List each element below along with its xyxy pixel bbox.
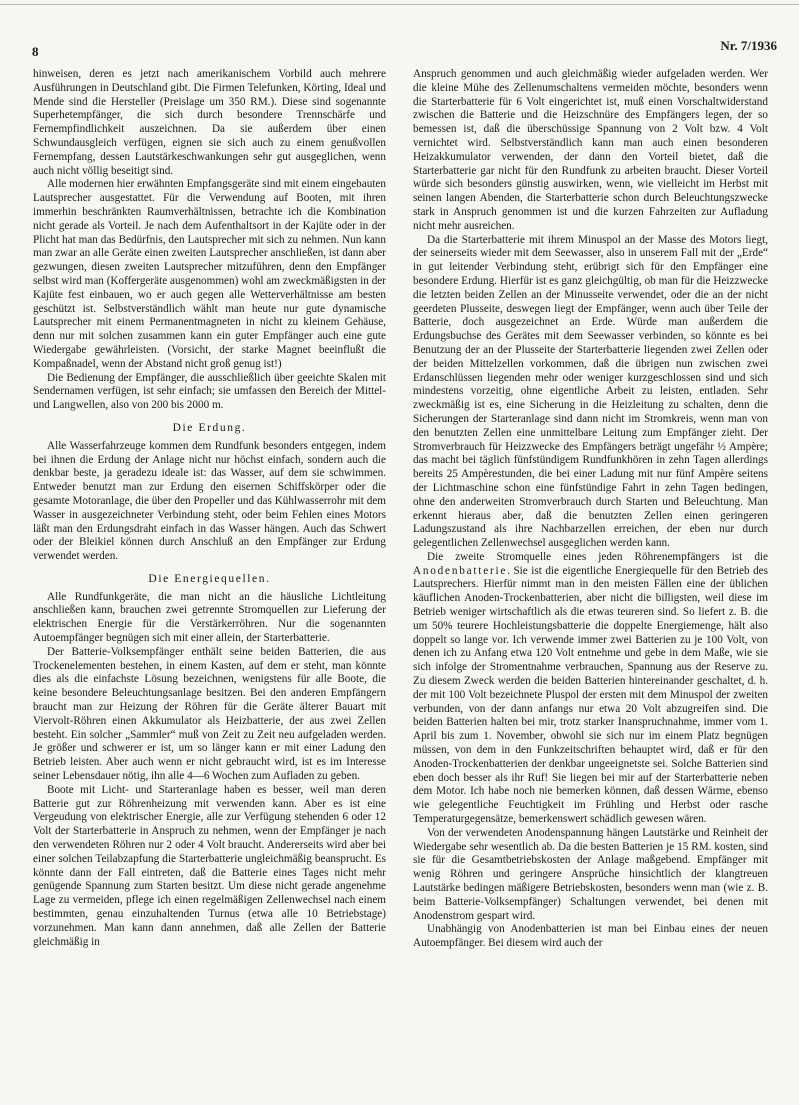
paragraph: hinweisen, deren es jetzt nach amerikanischem Vorbild auch mehrere Ausführungen in Deutschland gibt. Die Firmen Telefunken, Körting, Ideal und Mende sind die Hersteller (Preislage um 350 RM.). Diese sind sogenannte Superhetempfänger, die sich durch besondere Trennschärfe und Fernempfindlichkeit auszeichnen. Da sie außerdem über einen Schwundausgleich verfügen, eignen sie sich auch zu einem genußvollen Fernempfang, dessen Lautstärkeschwankungen sehr gut ausgeglichen, wenn auch nicht völlig beseitigt sind.: [33, 68, 386, 177]
paragraph-anodenbatterie: [413, 551, 768, 827]
left-column: [33, 68, 386, 949]
paragraph: Alle Rundfunkgeräte, die man nicht an die häusliche Lichtleitung anschließen kann, brauchen zwei getrennte Stromquellen zur Lieferung der elektrischen Energie für die Verstärkerröhren. Nur die sogenannten Autoempfänger begnügen sich mit einer allein, der Starterbatterie.: [33, 590, 386, 645]
paragraph: Unabhängig von Anodenbatterien ist man bei Einbau eines der neuen Autoempfänger. Bei diesem wird auch der: [413, 923, 768, 950]
top-rule: [0, 4, 799, 5]
paragraph: Alle modernen hier erwähnten Empfangsgeräte sind mit einem eingebauten Lautsprecher ausgestattet. Für die Verwendung auf Booten, mit ihren immerhin beschränkten Raumverhältnissen, betrachte ich die Kombination nicht gerade als Vorteil. Je nach dem Aufenthaltsort in der Kajüte oder in der Plicht hat man das Bedürfnis, den Lautsprecher mit sich zu nehmen. Nun kann man zwar an alle Geräte einen zweiten Lautsprecher anschließen, ist dann aber gezwungen, diesen zweiten Lautsprecher mitzuführen, denn den Empfänger selbst wird man (Koffergeräte ausgenommen) wohl am zweckmäßigsten in der Kajüte fest einbauen, wo er auch gegen alle Wetterverhältnisse am besten geschützt ist. Selbstverständlich wählt man heute nur gute dynamische Lautsprecher mit einem Permanentmagneten in nicht zu kleinem Gehäuse, denn nur mit solchen zusammen kann ein guter Empfänger auch eine gute Wiedergabe gewährleisten. (Vorsicht, der starke Magnet beeinflußt die Kompaßnadel, wenn der Abstand nicht groß genug ist!): [33, 178, 386, 370]
paragraph: Der Batterie-Volksempfänger enthält seine beiden Batterien, die aus Trockenelementen bestehen, in einem Kasten, auf dem er steht, man könnte dies als die einfachste Lösung bezeichnen, wenigstens für alle Boote, die keine besondere Beleuchtungsanlage besitzen. Bei den anderen Empfängern braucht man zur Heizung der Röhren für die Geräte älterer Bauart mit Viervolt-Röhren einen Akkumulator als Heizbatterie, der aus zwei Zellen besteht. Ein solcher „Sammler“ muß von Zeit zu Zeit neu aufgeladen werden. Je größer und schwerer er ist, um so länger kann er mit einer Ladung den Betrieb leisten. Aber auch wenn er nicht gebraucht wird, ist es im Interesse seiner Lebensdauer nötig, ihn alle 4—6 Wochen zum Aufladen zu geben.: [33, 645, 386, 783]
paragraph: Anspruch genommen und auch gleichmäßig wieder aufgeladen werden. Wer die kleine Mühe des Zellenumschaltens vermeiden möchte, besonders wenn die Starterbatterie für 6 Volt eingerichtet ist, muß einen Vorschaltwiderstand zwischen die Batterie und die Heizschnüre des Empfängers legen, der so bemessen ist, daß die überschüssige Spannung von 2 Volt bzw. 4 Volt vernichtet wird. Selbstverständlich kann man auch einen besonderen Heizakkumulator verwenden, der dann den Vorteil bietet, daß die Starterbatterie gar nicht für den Rundfunk zu arbeiten braucht. Dieser Vorteil würde sich besonders günstig auswirken, wenn, wie vielleicht im Herbst mit seinen langen Abenden, die Starterbatterie schon durch Beleuchtungszwecke stark in Anspruch genommen ist und die kurzen Fahrzeiten zur Aufladung nicht mehr ausreichen.: [413, 68, 768, 232]
paragraph-text: Die zweite Stromquelle eines jeden Röhrenempfängers ist die: [427, 550, 768, 563]
emphasized-term: Anodenbatterie: [413, 564, 508, 577]
paragraph: Von der verwendeten Anodenspannung hängen Lautstärke und Reinheit der Wiedergabe sehr wesentlich ab. Da die besten Batterien je 15 RM. kosten, sind sie für die Gesamtbetriebskosten der Anlage maßgebend. Empfänger mit wenig Röhren und geringere Ansprüche hinsichtlich der klangtreuen Lautstärke bedingen mäßigere Betriebskosten, besonders wenn man (wie z. B. beim Batterie-Volksempfänger) Schaltungen verwendet, bei denen mit Anodenstrom gespart wird.: [413, 826, 768, 922]
right-column: [413, 68, 768, 951]
paragraph: Die Bedienung der Empfänger, die ausschließlich über geeichte Skalen mit Sendernamen verfügen, ist sehr einfach; sie umfassen den Bereich der Mittel- und Langwellen, also von 200 bis 2000 m.: [33, 371, 386, 412]
paragraph: Da die Starterbatterie mit ihrem Minuspol an der Masse des Motors liegt, der seinerseits wieder mit dem Seewasser, also in unserem Fall mit der „Erde“ in gut leitender Verbindung steht, erübrigt sich für den Empfänger eine besondere Erdung. Hierfür ist es ganz gleichgültig, ob man für die Heizzwecke die letzten beiden Zellen an der Minusseite verwendet, oder die an der nicht geerdeten Plusseite, deswegen liegt der Empfänger, wenn auch über Teile der Batterie, doch ausgezeichnet an Erde. Würde man außerdem die Erdungsbuchse des Gerätes mit dem Seewasser verbinden, so könnte es bei Benutzung der an der Plusseite der Starterbatterie liegenden zwei Zellen oder der beiden Mittelzellen vorkommen, daß die übrigen nun zwischen zwei Erdanschlüssen liegenden mehr oder weniger kurzgeschlossen sind und sich mindestens vorzeitig, ohne eigentliche Arbeit zu leisten, entladen. Sehr zweckmäßig ist es, eine Sicherung in die Heizleitung zu schalten, denn die Sicherungen der Starteranlage sind dann nicht im Stromkreis, wenn man von den benutzten Zellen eine unmittelbare Leitung zum Empfänger zieht. Der Stromverbrauch für Heizzwecke des Empfängers beträgt ungefähr ½ Ampère; das macht bei täglich fünfstündigem Rundfunkhören in zehn Tagen allerdings bereits 25 Ampèrestunden, die bei einer Ladung mit nur fünf Ampère seitens der Lichtmaschine schon eine fünfstündige Fahrt in zehn Tagen bedingen, ohne den anderweiten Stromverbrauch durch Starten und Beleuchtung. Man erkennt hieraus aber, daß die benutzten Zellen einen geringeren Ladungszustand als ihre Nachbarzellen erreichen, der eben nur durch gelegentlichen Zellenwechsel ausgeglichen werden kann.: [413, 233, 768, 550]
paragraph: Alle Wasserfahrzeuge kommen dem Rundfunk besonders entgegen, indem bei ihnen die Erdung der Anlage nicht nur höchst einfach, sondern auch die denkbar beste, ja geradezu ideale ist: das Wasser, auf dem sie schwimmen. Entweder benutzt man zur Erdung den eisernen Schiffskörper oder die gesamte Motoranlage, die über den Propeller und das Kühlwasserrohr mit dem Wasser in ausgezeichneter Verbindung steht, oder beim Fehlen eines Motors läßt man den Erdungsdraht einfach in das Wasser hängen. Auch das Schwert oder der Bleikiel können durch Anschluß an den Empfänger zur Erdung verwendet werden.: [33, 439, 386, 563]
paragraph-text: . Sie ist die eigentliche Energiequelle für den Betrieb des Lautsprechers. Hierfür nimmt man in den meisten Fällen eine der üblichen käuflichen Anoden-Trockenbatterien, aber nicht die billigsten, weil diese im Betrieb weniger wirtschaftlich als die etwas teureren sind. So liefert z. B. die um 50% teurere Hochleistungsbatterie die doppelte Energiemenge, hält also doppelt so lange vor. Ich verwende immer zwei Batterien zu je 100 Volt, von denen ich zu Anfang etwa 120 Volt entnehme und gebe in dem Maße, wie sie sich infolge der Stromentnahme verbrauchen, Spannung aus der Reserve zu. Zu diesem Zweck werden die beiden Batterien hintereinander geschaltet, d. h. der mit 100 Volt bezeichnete Pluspol der ersten mit dem Minuspol der zweiten verbunden, von der dann anfangs nur etwa 20 Volt abzugreifen sind. Die beiden Batterien halten bei mir, trotz starker Inanspruchnahme, immer vom 1. April bis zum 1. November, obwohl sie sich nur im einem Platz begnügen müssen, von dem in den Funkzeitschriften behauptet wird, daß er für den Anoden-Trockenbatterien der denkbar ungeeignetste sei. Solche Batterien sind eben doch besser als ihr Ruf! Sie liegen bei mir auf der Starterbatterie neben dem Motor. Ich habe noch nie bemerken können, daß dessen Wärme, ebenso wie gelegentliche Feuchtigkeit im Frühling und Herbst oder rasche Temperaturgegensätze, bemerkenswert schädlich gewesen wären.: [413, 564, 768, 826]
issue-number: Nr. 7/1936: [720, 38, 777, 53]
page-number: 8: [32, 44, 39, 59]
section-heading-energiequellen: Die Energiequellen.: [148, 572, 271, 585]
paragraph: Boote mit Licht- und Starteranlage haben es besser, weil man deren Batterie gut zur Röhrenheizung mit verwenden kann. Aber es ist eine Vergeudung von elektrischer Energie, alle zur Verfügung stehenden 6 oder 12 Volt der Starterbatterie in Anspruch zu nehmen, wenn der Empfänger je nach den verwendeten Röhren nur 2 oder 4 Volt braucht. Andererseits wird aber bei einer solchen Teilabzapfung die Starterbatterie ungleichmäßig beansprucht. Es könnte dann der Fall eintreten, daß die Batterie eines Tages nicht mehr genügende Spannung zum Starten besitzt. Um diese nicht gerade angenehme Lage zu vermeiden, pflege ich einen regelmäßigen Zellenwechsel nach einem bestimmten, genau einzuhaltenden Turnus (etwa alle 10 Betriebstage) vorzunehmen. Man kann dann annehmen, daß alle Zellen der Batterie gleichmäßig in: [33, 783, 386, 948]
section-heading-erdung: Die Erdung.: [172, 421, 247, 434]
